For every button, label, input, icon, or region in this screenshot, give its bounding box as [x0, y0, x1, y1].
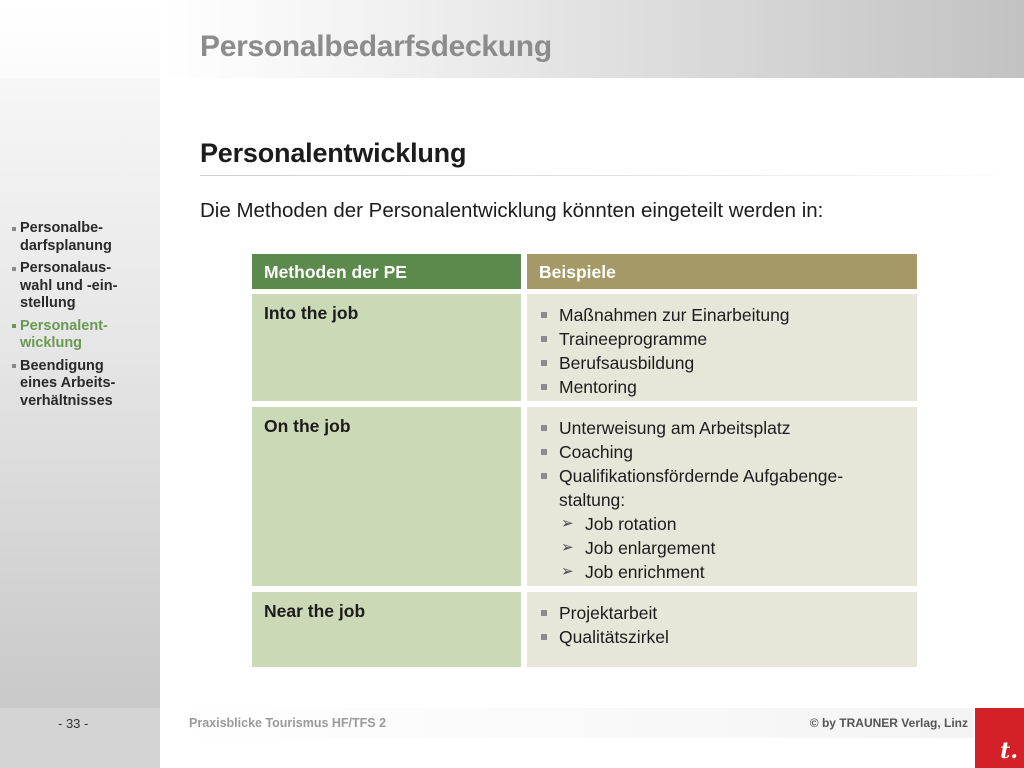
examples-list — [539, 416, 917, 512]
sidebar-nav — [12, 220, 152, 415]
nav-item-beendigung[interactable] — [12, 358, 152, 411]
section-title: Personalentwicklung — [200, 138, 467, 168]
table-header-methods: Methoden der PE — [252, 254, 521, 289]
square-bullet-icon — [541, 360, 547, 366]
logo-text: t. — [1000, 738, 1018, 764]
arrow-bullet-icon: ➢ — [561, 563, 574, 580]
square-bullet-icon — [12, 324, 16, 328]
sub-list-item: ➢ Job enlargement — [561, 538, 716, 558]
arrow-bullet-icon: ➢ — [561, 515, 574, 532]
square-bullet-icon — [541, 425, 547, 431]
square-bullet-icon — [541, 473, 547, 479]
intro-text: Die Methoden der Personalentwicklung könnten eingeteilt werden in: — [200, 199, 824, 222]
list-item: Qualifikationsfördernde Aufgabenge- — [539, 464, 917, 488]
square-bullet-icon — [541, 384, 547, 390]
method-cell-into-the-job: Into the job — [252, 294, 521, 401]
arrow-bullet-icon: ➢ — [561, 539, 574, 556]
section-divider — [200, 175, 1024, 176]
examples-cell-near-the-job — [527, 592, 917, 667]
examples-list — [539, 303, 917, 399]
square-bullet-icon — [12, 364, 16, 368]
square-bullet-icon — [541, 449, 547, 455]
examples-list — [539, 601, 917, 649]
page-number: - 33 - — [58, 716, 89, 731]
copyright-text: © by TRAUNER Verlag, Linz — [809, 716, 968, 730]
method-cell-on-the-job: On the job — [252, 407, 521, 586]
top-left-fade — [0, 0, 160, 78]
nav-item-personalbedarfsplanung[interactable] — [12, 220, 152, 255]
slide-title: Personalbedarfsdeckung — [200, 30, 552, 63]
nav-item-personalauswahl[interactable] — [12, 260, 152, 313]
table-header-examples: Beispiele — [527, 254, 917, 289]
sub-list-item: ➢ Job rotation — [561, 514, 677, 534]
sub-list-item: ➢ Job enrichment — [561, 562, 705, 582]
list-item: Projektarbeit — [539, 601, 917, 625]
nav-item-label: Personalent- wicklung — [20, 317, 108, 351]
square-bullet-icon — [541, 610, 547, 616]
footer-text: Praxisblicke Tourismus HF/TFS 2 — [189, 716, 387, 730]
nav-item-label: Personalbe- darfsplanung — [20, 220, 112, 254]
list-item: Mentoring — [539, 375, 917, 399]
nav-item-label: Beendigung eines Arbeits- verhältnisses — [20, 357, 116, 409]
list-item: Unterweisung am Arbeitsplatz — [539, 416, 917, 440]
nav-item-label: Personalaus- wahl und -ein- stellung — [20, 260, 118, 311]
square-bullet-icon — [541, 634, 547, 640]
sub-examples-list — [539, 512, 917, 584]
square-bullet-icon — [541, 312, 547, 318]
list-item: Berufsausbildung — [539, 351, 917, 375]
square-bullet-icon — [12, 227, 16, 231]
examples-cell-into-the-job — [527, 294, 917, 401]
list-item-continuation: staltung: — [559, 490, 626, 510]
method-cell-near-the-job: Near the job — [252, 592, 521, 667]
examples-cell-on-the-job — [527, 407, 917, 586]
nav-item-personalentwicklung[interactable] — [12, 318, 152, 353]
square-bullet-icon — [541, 336, 547, 342]
publisher-logo — [975, 708, 1024, 768]
list-item: Maßnahmen zur Einarbeitung — [539, 303, 917, 327]
list-item: Coaching — [539, 440, 917, 464]
list-item: Traineeprogramme — [539, 327, 917, 351]
list-item: Qualitätszirkel — [539, 625, 917, 649]
square-bullet-icon — [12, 267, 16, 271]
